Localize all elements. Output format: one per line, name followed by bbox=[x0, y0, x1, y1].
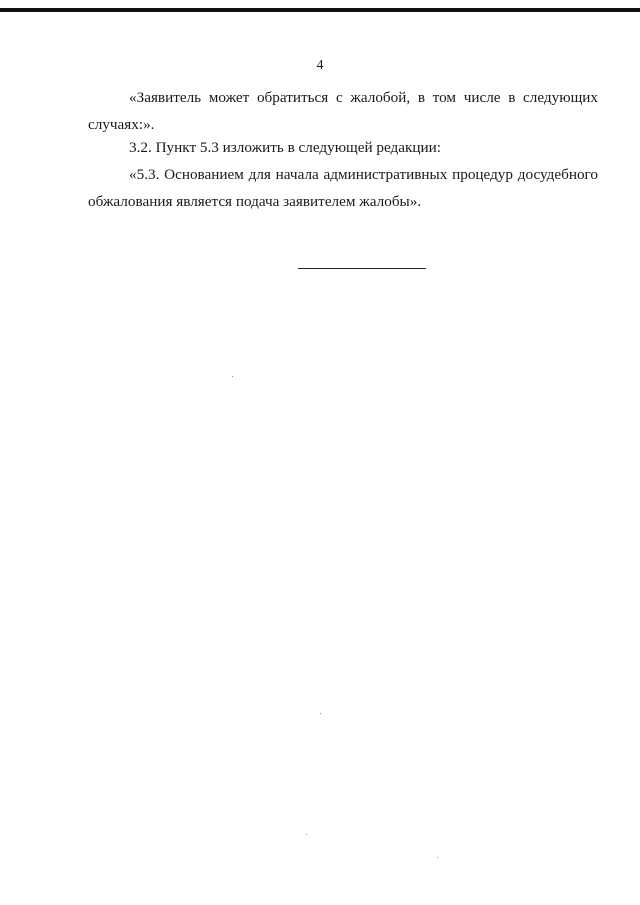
scan-speck bbox=[437, 857, 438, 858]
closing-rule bbox=[298, 268, 426, 269]
document-body-section bbox=[88, 134, 598, 161]
scan-speck bbox=[232, 376, 233, 377]
paragraph-item-5-3-text: «5.3. Основанием для начала административных процедур досудебного обжалования является подача заявителем жалобы». bbox=[88, 166, 598, 210]
page-number: 4 bbox=[316, 58, 324, 73]
paragraph-item-5-3-heading: 3.2. Пункт 5.3 изложить в следующей редакции: bbox=[129, 139, 442, 156]
document-body bbox=[88, 84, 598, 138]
scan-top-border bbox=[0, 8, 640, 12]
scan-speck bbox=[306, 834, 307, 835]
document-body-section bbox=[88, 161, 598, 215]
scan-speck bbox=[320, 713, 321, 714]
paragraph-complaint-cases: «Заявитель может обратиться с жалобой, в том числе в следующих случаях:». bbox=[88, 89, 598, 133]
